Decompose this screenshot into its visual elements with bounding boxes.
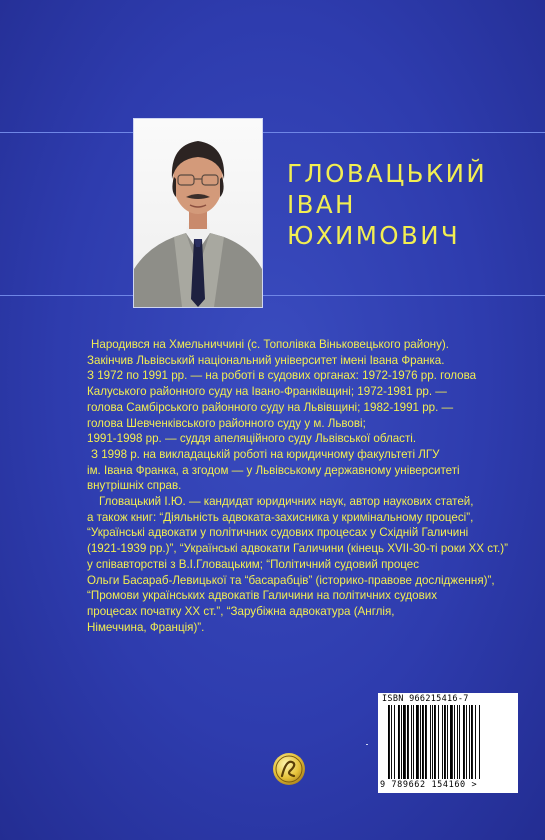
barcode-bar [401,705,402,779]
author-name [287,158,487,251]
barcode-bars [382,705,514,781]
barcode-bar [391,705,392,779]
barcode-bar [475,705,476,779]
biography-line: внутрішніх справ. [87,479,182,493]
margin-mark [366,744,368,745]
author-surname: ГЛОВАЦЬКИЙ [287,159,488,188]
barcode-bar [459,705,460,779]
ean-digits: 9 789662 154160 > [380,780,478,790]
biography-line: Народився на Хмельниччині (с. Тополівка Віньковецького району). [91,338,449,351]
biography-line: 1991-1998 рр. — суддя апеляційного суду Львівської області. [87,432,417,446]
barcode-bar [442,705,443,779]
biography-line: Німеччина, Франція)”. [87,620,205,634]
isbn-label: ISBN 966215416-7 [382,694,469,704]
barcode-bar [420,705,421,779]
biography-line: (1921-1939 рр.)”, “Українські адвокати Галичини (кінець XVII-30-ті роки XX ст.)” [87,542,508,556]
barcode-bar [469,705,470,779]
biography-line: голова Шевченківського районного суду у м. Львові; [87,416,366,430]
bottom-divider-line [0,295,545,296]
barcode-bar [413,705,414,779]
author-first-name: ІВАН [287,190,356,219]
barcode-bar [398,705,400,779]
barcode-bar [463,705,465,779]
barcode-bar [425,705,427,779]
barcode-bar [438,705,439,779]
biography-line: у співавторстві з В.І.Гловацьким; “Політичний судовий процес [87,557,420,571]
barcode-bar [457,705,458,779]
barcode-bar [416,705,419,779]
biography-line: а також книг: “Діяльність адвоката-захисника у кримінальному процесі”, [87,510,474,524]
barcode-bar [454,705,455,779]
barcode-bar [430,705,431,779]
biography-line: Гловацький І.Ю. — кандидат юридичних наук, автор наукових статей, [99,495,474,509]
barcode-bar [407,705,409,779]
barcode-bar [422,705,424,779]
biography-line: “Українські адвокати у політичних судових процесах у Східній Галичині [87,526,469,540]
biography-line: З 1972 по 1991 рр. — на роботі в судових органах: 1972-1976 рр. голова [87,369,477,383]
top-divider-line [0,132,545,133]
biography-line: ім. Івана Франка, а згодом — у Львівському державному університеті [87,463,460,477]
author-patronymic: ЮХИМОВИЧ [287,221,461,250]
barcode-bar [471,705,473,779]
barcode-bar [411,705,412,779]
barcode-bar [447,705,448,779]
biography-line: Закінчив Львівський національний університет імені Івана Франка. [87,353,445,367]
biography-text [87,337,521,635]
biography-line: процесах початку XX ст.”, “Зарубіжна адвокатура (Англія, [87,604,395,618]
biography-line: З 1998 р. на викладацькій роботі на юридичному факультеті ЛГУ [91,447,440,461]
barcode-bar [388,705,390,779]
publisher-logo-icon [272,752,306,786]
biography-line: Ольги Басараб-Левицької та “басарабців” (історико-правове дослідження)”, [87,573,495,587]
barcode-bar [394,705,395,779]
biography-line: “Промови українських адвокатів Галичини на політичних судових [87,589,438,603]
isbn-barcode [378,693,518,793]
barcode-bar [403,705,406,779]
author-photo [133,118,263,308]
barcode-bar [450,705,453,779]
barcode-bar [466,705,467,779]
barcode-bar [479,705,480,779]
barcode-bar [432,705,433,779]
biography-line: Калуського районного суду на Івано-Франківщині; 1972-1981 рр. — [87,385,447,399]
biography-line: голова Самбірського районного суду на Львівщині; 1982-1991 рр. — [87,400,454,414]
barcode-bar [444,705,446,779]
barcode-bar [434,705,436,779]
